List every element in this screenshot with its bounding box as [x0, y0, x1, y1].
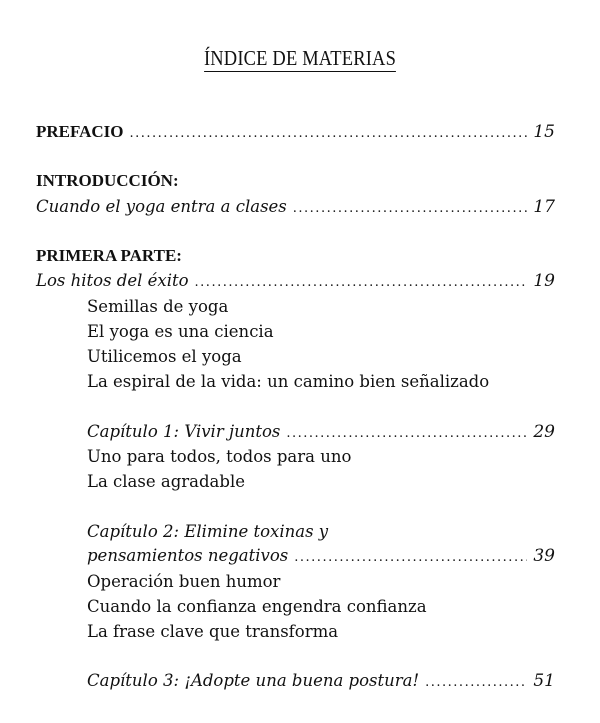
toc-entry-label: Capítulo 3: ¡Adopte una buena postura! — [87, 671, 420, 690]
toc-entry-label: PREFACIO — [36, 122, 124, 141]
toc-entry-label: pensamientos negativos — [87, 546, 289, 565]
toc-subitem: La frase clave que transforma — [87, 622, 339, 641]
toc-entry-primera-parte — [36, 271, 555, 291]
toc-entry-prefacio — [36, 122, 555, 142]
dot-leader — [293, 201, 528, 216]
toc-subitem: Utilicemos el yoga — [87, 347, 242, 366]
toc-entry-page: 15 — [533, 122, 555, 142]
toc-entry-page: 51 — [533, 671, 555, 691]
dot-leader — [195, 275, 528, 290]
toc-entry-introduccion — [36, 197, 555, 217]
dot-leader — [286, 426, 527, 441]
toc-subitem: Operación buen humor — [87, 572, 281, 591]
toc-subitem: La clase agradable — [87, 472, 245, 491]
dot-leader — [425, 675, 527, 690]
toc-subitem: La espiral de la vida: un camino bien señalizado — [87, 372, 490, 391]
toc-subitem: Cuando la confianza engendra confianza — [87, 597, 427, 616]
toc-subitem: El yoga es una ciencia — [87, 322, 274, 341]
toc-entry-capitulo-2-line1: Capítulo 2: Elimine toxinas y — [87, 522, 329, 541]
toc-entry-page: 39 — [533, 546, 555, 566]
toc-entry-label: Cuando el yoga entra a clases — [36, 197, 287, 216]
toc-entry-label: Los hitos del éxito — [36, 271, 189, 290]
toc-entry-label: Capítulo 1: Vivir juntos — [87, 422, 281, 441]
toc-entry-page: 17 — [533, 197, 555, 217]
toc-entry-capitulo-2 — [87, 546, 555, 566]
dot-leader — [130, 126, 528, 141]
page-title — [36, 46, 564, 71]
toc-entry-page: 29 — [533, 422, 555, 442]
toc-entry-capitulo-3 — [87, 671, 555, 691]
page-title-text: ÍNDICE DE MATERIAS — [203, 46, 397, 70]
section-heading-introduccion: INTRODUCCIÓN: — [36, 171, 179, 190]
toc-entry-page: 19 — [533, 271, 555, 291]
toc-entry-capitulo-1 — [87, 422, 555, 442]
toc-subitem: Uno para todos, todos para uno — [87, 447, 352, 466]
section-heading-primera-parte: PRIMERA PARTE: — [36, 246, 182, 265]
toc-subitem: Semillas de yoga — [87, 297, 229, 316]
dot-leader — [294, 550, 527, 565]
